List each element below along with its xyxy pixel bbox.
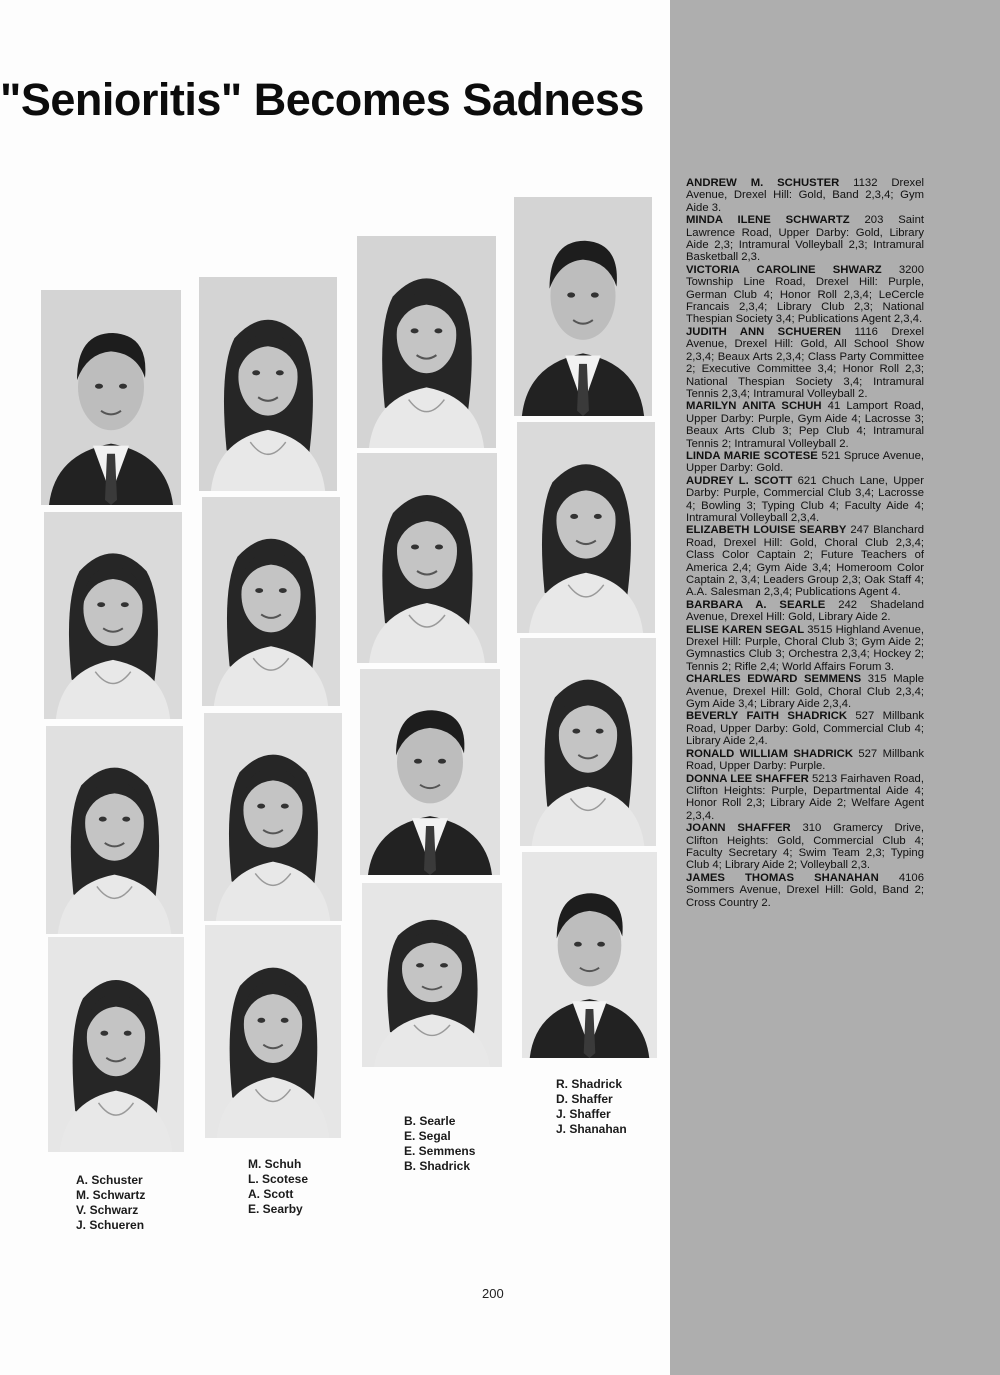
caption-group-4 (556, 1077, 627, 1137)
bio-entry (686, 624, 924, 674)
bio-entry (686, 524, 924, 598)
bio-name: MARILYN ANITA SCHUH (686, 400, 822, 413)
bio-entry (686, 326, 924, 400)
bio-text: 527 Millbank Road, Upper Darby: Gold, Commercial Club 4; Library Aide 2,4. (686, 710, 924, 748)
bio-text: 4106 Sommers Avenue, Drexel Hill: Gold, Band 2; Cross Country 2. (686, 871, 924, 909)
caption-name: M. Schwartz (76, 1188, 146, 1202)
caption-name: J. Shanahan (556, 1122, 627, 1136)
student-portrait (44, 512, 182, 719)
student-portrait (522, 852, 657, 1058)
caption-name: E. Searby (248, 1202, 303, 1216)
bio-name: JOANN SHAFFER (686, 822, 791, 835)
bio-name: LINDA MARIE SCOTESE (686, 449, 818, 462)
student-portrait (362, 883, 502, 1067)
bio-entry (686, 475, 924, 525)
bio-name: JAMES THOMAS SHANAHAN (686, 871, 879, 884)
caption-name: B. Searle (404, 1114, 456, 1128)
bio-text: 41 Lamport Road, Upper Darby: Purple, Gym Aide 4; Lacrosse 3; Beaux Arts Club 3; Pep Club 4; Intramural Tennis 2; Intramural Volleyball 2. (686, 400, 924, 450)
bio-entry (686, 400, 924, 450)
bio-text: 3200 Township Line Road, Drexel Hill: Purple, German Club 4; Honor Roll 2,3,4; LeCercle Francais 2,3,4; Library Club 2,3; National Thespian Society 3,4; Publications Agent 2,3,4. (686, 263, 924, 326)
bio-text: 247 Blanchard Road, Drexel Hill: Gold, Choral Club 2,3,4; Class Color Captain 2; Future Teachers of America 2,4; Gym Aide 3,4; Homeroom Color Captain 2, 3,4; Leaders Group 2,3; Oak Staff 4; A.A. Salesman 2,3,4; Publications Agent 4. (686, 524, 925, 599)
bio-name: BARBARA A. SEARLE (686, 598, 826, 611)
caption-name: J. Shaffer (556, 1107, 611, 1121)
bio-entry (686, 710, 924, 747)
caption-name: A. Scott (248, 1187, 294, 1201)
bio-entry (686, 177, 924, 214)
bio-entry (686, 264, 924, 326)
bio-name: JUDITH ANN SCHUEREN (686, 325, 842, 338)
bio-entry (686, 450, 924, 475)
page-title: "Senioritis" Becomes Sadness (0, 74, 644, 125)
bio-text: 203 Saint Lawrence Road, Upper Darby: Gold, Library Aide 2,3; Intramural Volleyball 2,3; Intramural Basketball 2,3. (686, 214, 924, 264)
student-portrait (205, 925, 341, 1138)
bio-entry (686, 599, 924, 624)
student-portrait (202, 497, 340, 706)
student-portrait (48, 937, 184, 1152)
bio-name: ELISE KAREN SEGAL (686, 623, 805, 636)
caption-name: L. Scotese (248, 1172, 309, 1186)
bio-name: BEVERLY FAITH SHADRICK (686, 710, 848, 723)
bio-entry (686, 673, 924, 710)
bio-entry (686, 872, 924, 909)
student-portrait (357, 453, 497, 663)
caption-name: D. Shaffer (556, 1092, 613, 1106)
bio-text: 242 Shadeland Avenue, Drexel Hill: Gold, Library Aide 2. (686, 598, 925, 624)
caption-name: J. Schueren (76, 1218, 145, 1232)
student-portrait (46, 726, 183, 934)
bio-name: ELIZABETH LOUISE SEARBY (686, 524, 847, 537)
student-portrait (357, 236, 496, 448)
student-portrait (41, 290, 181, 505)
bio-name: MINDA ILENE SCHWARTZ (686, 214, 850, 227)
student-portrait (517, 422, 655, 633)
bio-text: 521 Spruce Avenue, Upper Darby: Gold. (686, 449, 924, 475)
caption-name: M. Schuh (248, 1157, 302, 1171)
bio-text: 310 Gramercy Drive, Clifton Heights: Gold, Commercial Club 4; Faculty Secretary 4; Swim Team 2,3; Typing Club 4; Library Aide 2; Volleyball 2,3. (686, 822, 924, 872)
bio-name: DONNA LEE SHAFFER (686, 772, 809, 785)
bio-text: 5213 Fairhaven Road, Clifton Heights: Purple, Departmental Aide 4; Honor Roll 2,3; Library Aide 2; Welfare Agent 2,3,4. (686, 772, 924, 822)
page-number: 200 (482, 1286, 504, 1301)
caption-name: B. Shadrick (404, 1159, 471, 1173)
bio-entry (686, 773, 924, 823)
student-portrait (360, 669, 500, 875)
bio-text: 315 Maple Avenue, Drexel Hill: Gold, Choral Club 2,3,4; Gym Aide 3,4; Library Aide 2,3,4. (686, 673, 924, 711)
bio-text: 3515 Highland Avenue, Drexel Hill: Purple, Choral Club 3; Gym Aide 2; Gymnastics Club 3; Orchestra 2,3,4; Hockey 2; Tennis 2; Rifle 2,4; World Affairs Forum 3. (686, 623, 924, 673)
bio-entry (686, 748, 924, 773)
student-portrait (520, 638, 656, 846)
bio-name: CHARLES EDWARD SEMMENS (686, 673, 862, 686)
bio-list (686, 177, 924, 909)
bio-name: ANDREW M. SCHUSTER (686, 177, 840, 189)
bio-name: RONALD WILLIAM SHADRICK (686, 747, 853, 760)
bio-entry (686, 822, 924, 872)
caption-group-2 (248, 1157, 308, 1217)
bio-name: VICTORIA CAROLINE SHWARZ (686, 263, 882, 276)
bio-text: 1132 Drexel Avenue, Drexel Hill: Gold, Band 2,3,4; Gym Aide 3. (686, 177, 925, 214)
student-portrait (199, 277, 337, 491)
caption-name: A. Schuster (76, 1173, 143, 1187)
student-portrait (514, 197, 652, 416)
caption-name: E. Segal (404, 1129, 451, 1143)
caption-name: E. Semmens (404, 1144, 476, 1158)
bio-entry (686, 214, 924, 264)
bio-text: 527 Millbank Road, Upper Darby: Purple. (686, 747, 924, 773)
caption-group-3 (404, 1114, 475, 1174)
bio-text: 1116 Drexel Avenue, Drexel Hill: Gold, All School Show 2,3,4; Beaux Arts 2,3,4; Class Party Committee 2; Executive Committee 3,4; Honor Roll 2,3; National Thespian Society 3,4; Intramural Tennis 2,3,4; Intramural Volleyball 2. (686, 325, 924, 400)
bio-text: 621 Chuch Lane, Upper Darby: Purple, Commercial Club 3,4; Lacrosse 4; Bowling 3; Typing Club 4; Faculty Aide 4; Intramural Volleyball 2,3,4. (686, 474, 924, 524)
caption-name: V. Schwarz (76, 1203, 139, 1217)
bio-name: AUDREY L. SCOTT (686, 474, 793, 487)
student-portrait (204, 713, 342, 921)
caption-name: R. Shadrick (556, 1077, 623, 1091)
caption-group-1 (76, 1173, 145, 1233)
